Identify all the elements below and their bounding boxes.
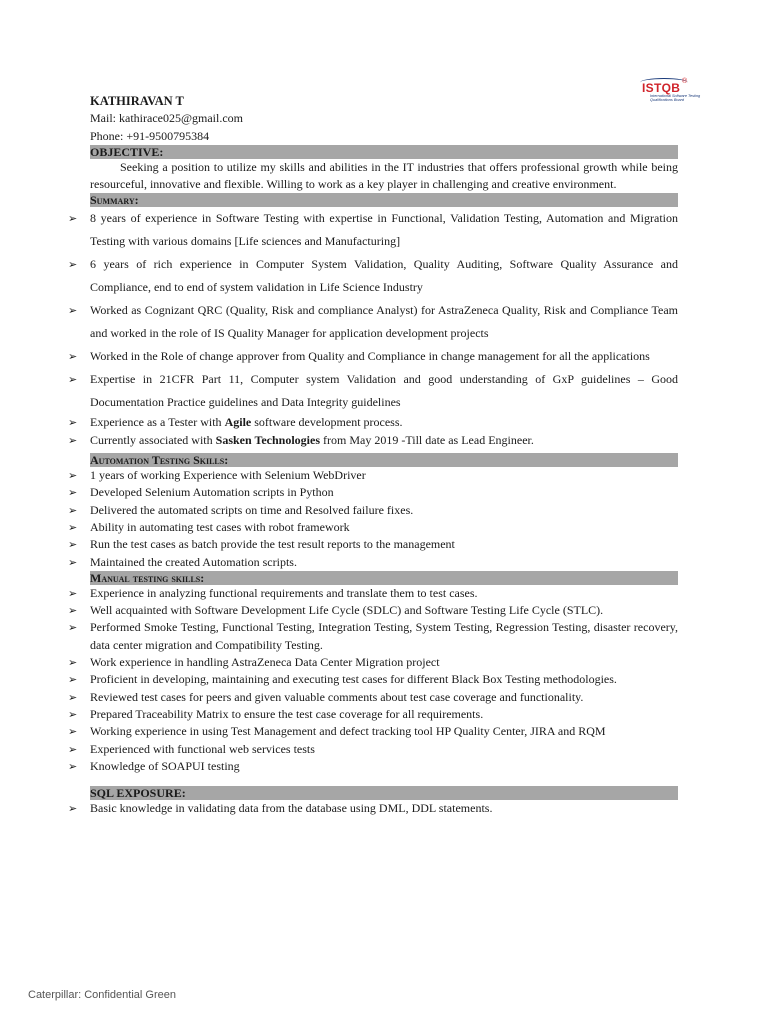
summary-heading: Summary: xyxy=(90,193,678,207)
bullet-arrow-icon: ➢ xyxy=(68,304,78,318)
bullet-arrow-icon: ➢ xyxy=(68,742,78,756)
section-spacer xyxy=(90,775,678,786)
resume-content xyxy=(68,93,678,817)
bullet-arrow-icon: ➢ xyxy=(68,538,78,552)
bullet-arrow-icon: ➢ xyxy=(68,725,78,739)
list-item: ➢ Well acquainted with Software Development Life Cycle (SDLC) and Software Testing Life Cycle (STLC). xyxy=(90,602,678,619)
bullet-arrow-icon: ➢ xyxy=(68,690,78,704)
bullet-arrow-icon: ➢ xyxy=(68,258,78,272)
contact-email: Mail: kathirace025@gmail.com xyxy=(90,111,244,126)
bullet-arrow-icon: ➢ xyxy=(68,350,78,364)
bullet-arrow-icon: ➢ xyxy=(68,673,78,687)
sql-heading: SQL EXPOSURE: xyxy=(90,786,678,800)
bullet-arrow-icon: ➢ xyxy=(68,621,78,635)
objective-heading: OBJECTIVE: xyxy=(90,145,678,159)
bullet-arrow-icon: ➢ xyxy=(68,555,78,569)
logo-registered-mark: ® xyxy=(682,78,688,85)
candidate-name: KATHIRAVAN T xyxy=(90,94,184,108)
sql-list xyxy=(68,800,678,817)
list-item: ➢ Work experience in handling AstraZeneca Data Center Migration project xyxy=(90,654,678,671)
list-item: ➢ Developed Selenium Automation scripts in Python xyxy=(90,484,678,501)
list-item: ➢ Currently associated with Sasken Technologies from May 2019 -Till date as Lead Engineer. xyxy=(90,432,678,449)
list-item: ➢ Knowledge of SOAPUI testing xyxy=(90,758,678,775)
objective-text: Seeking a position to utilize my skills and abilities in the IT industries that offers professional growth while being resourceful, innovative and flexible. Willing to work as a key player in challenging and creative environment. xyxy=(90,159,678,192)
list-item: ➢ Performed Smoke Testing, Functional Testing, Integration Testing, System Testing, Regression Testing, disaster recovery, data center migration and Compatibility Testing. xyxy=(68,620,678,652)
bullet-arrow-icon: ➢ xyxy=(68,707,78,721)
manual-list xyxy=(68,585,678,775)
list-item: ➢ Run the test cases as batch provide the test result reports to the management xyxy=(90,536,678,553)
list-item: ➢ Experience in analyzing functional requirements and translate them to test cases. xyxy=(90,585,678,602)
contact-phone: Phone: +91-9500795384 xyxy=(90,128,210,143)
bullet-arrow-icon: ➢ xyxy=(68,373,78,387)
list-item: ➢ Working experience in using Test Management and defect tracking tool HP Quality Center, JIRA and RQM xyxy=(90,723,678,740)
bullet-arrow-icon: ➢ xyxy=(68,503,78,517)
list-item: ➢ Basic knowledge in validating data from the database using DML, DDL statements. xyxy=(90,800,678,817)
bullet-arrow-icon: ➢ xyxy=(68,486,78,500)
manual-heading: Manual testing skills: xyxy=(90,571,678,585)
list-item: ➢ Prepared Traceability Matrix to ensure the test case coverage for all requirements. xyxy=(90,706,678,723)
list-item: ➢ 8 years of experience in Software Testing with expertise in Functional, Validation Testing, Automation and Migration Testing with various domains [Life sciences and Manufacturing] xyxy=(90,207,678,253)
bullet-arrow-icon: ➢ xyxy=(68,416,78,430)
list-item: ➢ Delivered the automated scripts on time and Resolved failure fixes. xyxy=(90,502,678,519)
bullet-arrow-icon: ➢ xyxy=(68,212,78,226)
automation-heading: Automation Testing Skills: xyxy=(90,453,678,467)
bullet-arrow-icon: ➢ xyxy=(68,520,78,534)
logo-word: ISTQB xyxy=(642,81,681,95)
list-item: ➢ Proficient in developing, maintaining and executing test cases for different Black Box Testing methodologies. xyxy=(90,671,678,688)
bullet-arrow-icon: ➢ xyxy=(68,802,78,816)
list-item: ➢ Maintained the created Automation scripts. xyxy=(90,554,678,571)
logo-tagline: International Software Testing Qualifications Board xyxy=(650,94,701,103)
list-item: ➢ Ability in automating test cases with robot framework xyxy=(90,519,678,536)
summary-list-tight xyxy=(68,414,678,449)
bullet-arrow-icon: ➢ xyxy=(68,586,78,600)
classification-footer: Caterpillar: Confidential Green xyxy=(28,989,176,1001)
list-item: ➢ Experienced with functional web services tests xyxy=(90,741,678,758)
list-item: ➢ 6 years of rich experience in Computer System Validation, Quality Auditing, Software Quality Assurance and Compliance, end to end of system validation in Life Science Industry xyxy=(90,253,678,299)
list-item: ➢ Expertise in 21CFR Part 11, Computer system Validation and good understanding of GxP guidelines – Good Documentation Practice guidelines and Data Integrity guidelines xyxy=(90,368,678,414)
list-item: ➢ Worked as Cognizant QRC (Quality, Risk and compliance Analyst) for AstraZeneca Quality, Risk and Compliance Team and worked in the role of IS Quality Manager for application development projects xyxy=(90,299,678,345)
automation-list xyxy=(68,467,678,571)
list-item: ➢ Reviewed test cases for peers and given valuable comments about test case coverage and functionality. xyxy=(90,689,678,706)
bullet-arrow-icon: ➢ xyxy=(68,469,78,483)
list-item: ➢ 1 years of working Experience with Selenium WebDriver xyxy=(90,467,678,484)
bullet-arrow-icon: ➢ xyxy=(68,759,78,773)
list-item: ➢ Experience as a Tester with Agile software development process. xyxy=(90,414,678,431)
bullet-arrow-icon: ➢ xyxy=(68,433,78,447)
list-item: ➢ Worked in the Role of change approver from Quality and Compliance in change management for all the applications xyxy=(90,345,678,368)
bullet-arrow-icon: ➢ xyxy=(68,604,78,618)
bullet-arrow-icon: ➢ xyxy=(68,656,78,670)
summary-list xyxy=(68,207,678,414)
